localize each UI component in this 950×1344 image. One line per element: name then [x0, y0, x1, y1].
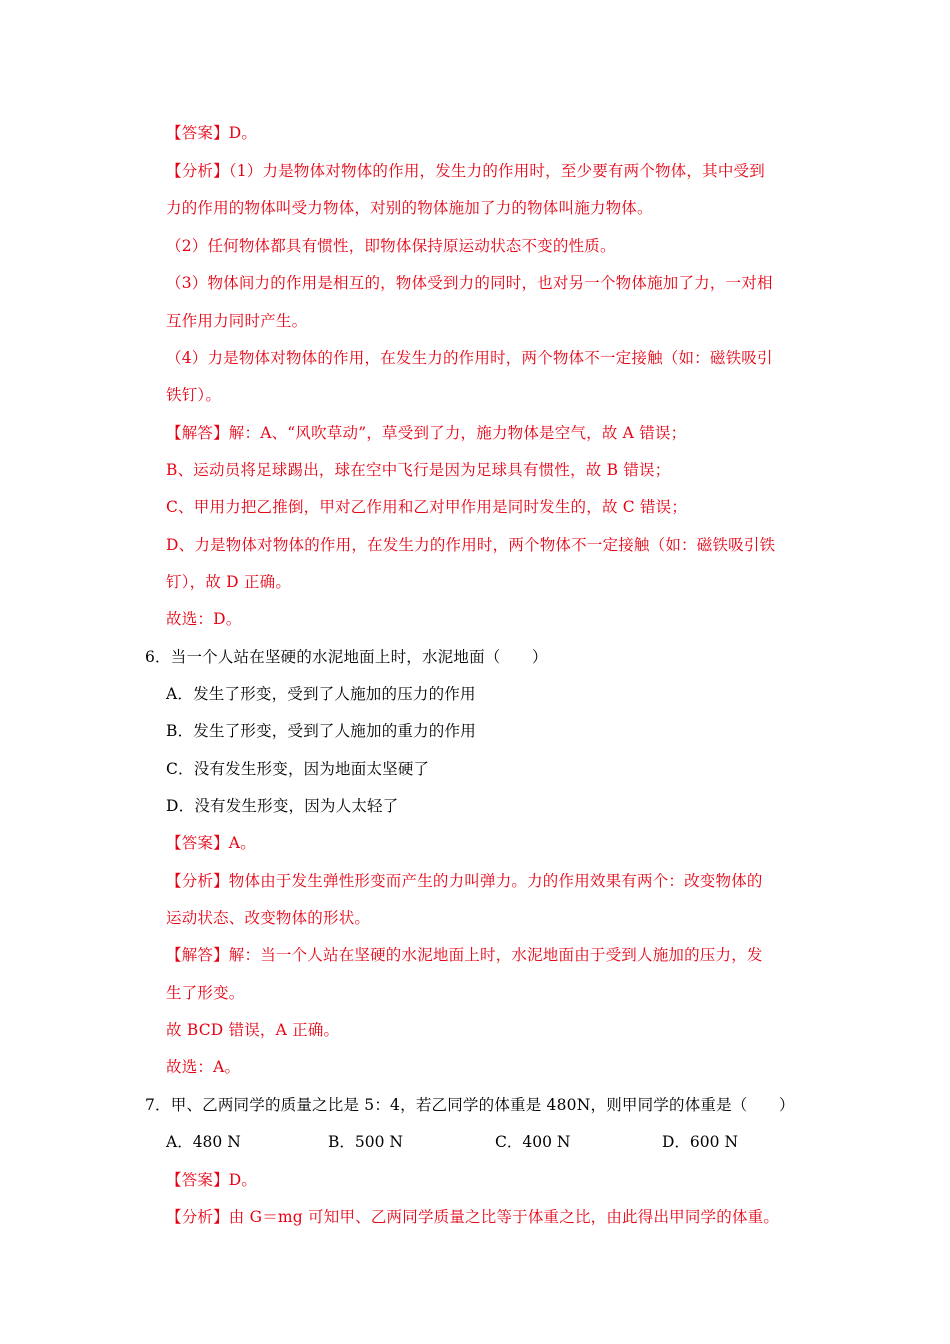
text-line: 【分析】由 G＝mg 可知甲、乙两同学质量之比等于体重之比，由此得出甲同学的体重。: [166, 1208, 780, 1226]
text-line: （4）力是物体对物体的作用，在发生力的作用时，两个物体不一定接触（如：磁铁吸引: [166, 349, 773, 367]
text-line: 【答案】A。: [166, 834, 256, 852]
text-line: 生了形变。: [166, 984, 245, 1002]
text-line: （3）物体间力的作用是相互的，物体受到力的同时，也对另一个物体施加了力，一对相: [166, 274, 773, 292]
q7-option-c: C．400 N: [495, 1133, 571, 1151]
text-line: 【解答】解：当一个人站在坚硬的水泥地面上时，水泥地面由于受到人施加的压力，发: [166, 946, 763, 964]
text-line: 【解答】解：A、“风吹草动”，草受到了力，施力物体是空气，故 A 错误；: [166, 424, 687, 442]
text-line: 【答案】D。: [166, 1171, 258, 1189]
text-line: 运动状态、改变物体的形状。: [166, 909, 371, 927]
text-line: 互作用力同时产生。: [166, 312, 308, 330]
text-line: 钉），故 D 正确。: [166, 573, 292, 591]
text-line: 力的作用的物体叫受力物体，对别的物体施加了力的物体叫施力物体。: [166, 199, 653, 217]
text-line: C、甲用力把乙推倒，甲对乙作用和乙对甲作用是同时发生的，故 C 错误；: [166, 498, 688, 516]
text-line: B、运动员将足球踢出，球在空中飞行是因为足球具有惯性，故 B 错误；: [166, 461, 671, 479]
text-line: （2）任何物体都具有惯性，即物体保持原运动状态不变的性质。: [166, 237, 616, 255]
text-line: 故 BCD 错误，A 正确。: [166, 1021, 340, 1039]
text-line: 铁钉）。: [166, 386, 222, 404]
text-line: 【答案】D。: [166, 124, 258, 142]
text-line: B．发生了形变，受到了人施加的重力的作用: [166, 722, 476, 740]
text-line: 故选：D。: [166, 610, 242, 628]
text-line: 6．当一个人站在坚硬的水泥地面上时，水泥地面（ ）: [145, 648, 548, 666]
q7-option-d: D．600 N: [662, 1133, 739, 1151]
text-line: 【分析】（1）力是物体对物体的作用，发生力的作用时，至少要有两个物体，其中受到: [166, 162, 765, 180]
q7-option-b: B．500 N: [328, 1133, 403, 1151]
text-line: D、力是物体对物体的作用，在发生力的作用时，两个物体不一定接触（如：磁铁吸引铁: [166, 536, 776, 554]
text-line: 故选：A。: [166, 1058, 241, 1076]
text-line: C．没有发生形变，因为地面太坚硬了: [166, 760, 430, 778]
text-line: 7．甲、乙两同学的质量之比是 5：4，若乙同学的体重是 480N，则甲同学的体重是（ ）: [145, 1096, 795, 1114]
text-line: D．没有发生形变，因为人太轻了: [166, 797, 399, 815]
text-line: A．发生了形变，受到了人施加的压力的作用: [166, 685, 476, 703]
text-line: 【分析】物体由于发生弹性形变而产生的力叫弹力。力的作用效果有两个：改变物体的: [166, 872, 763, 890]
q7-option-a: A．480 N: [166, 1133, 241, 1151]
